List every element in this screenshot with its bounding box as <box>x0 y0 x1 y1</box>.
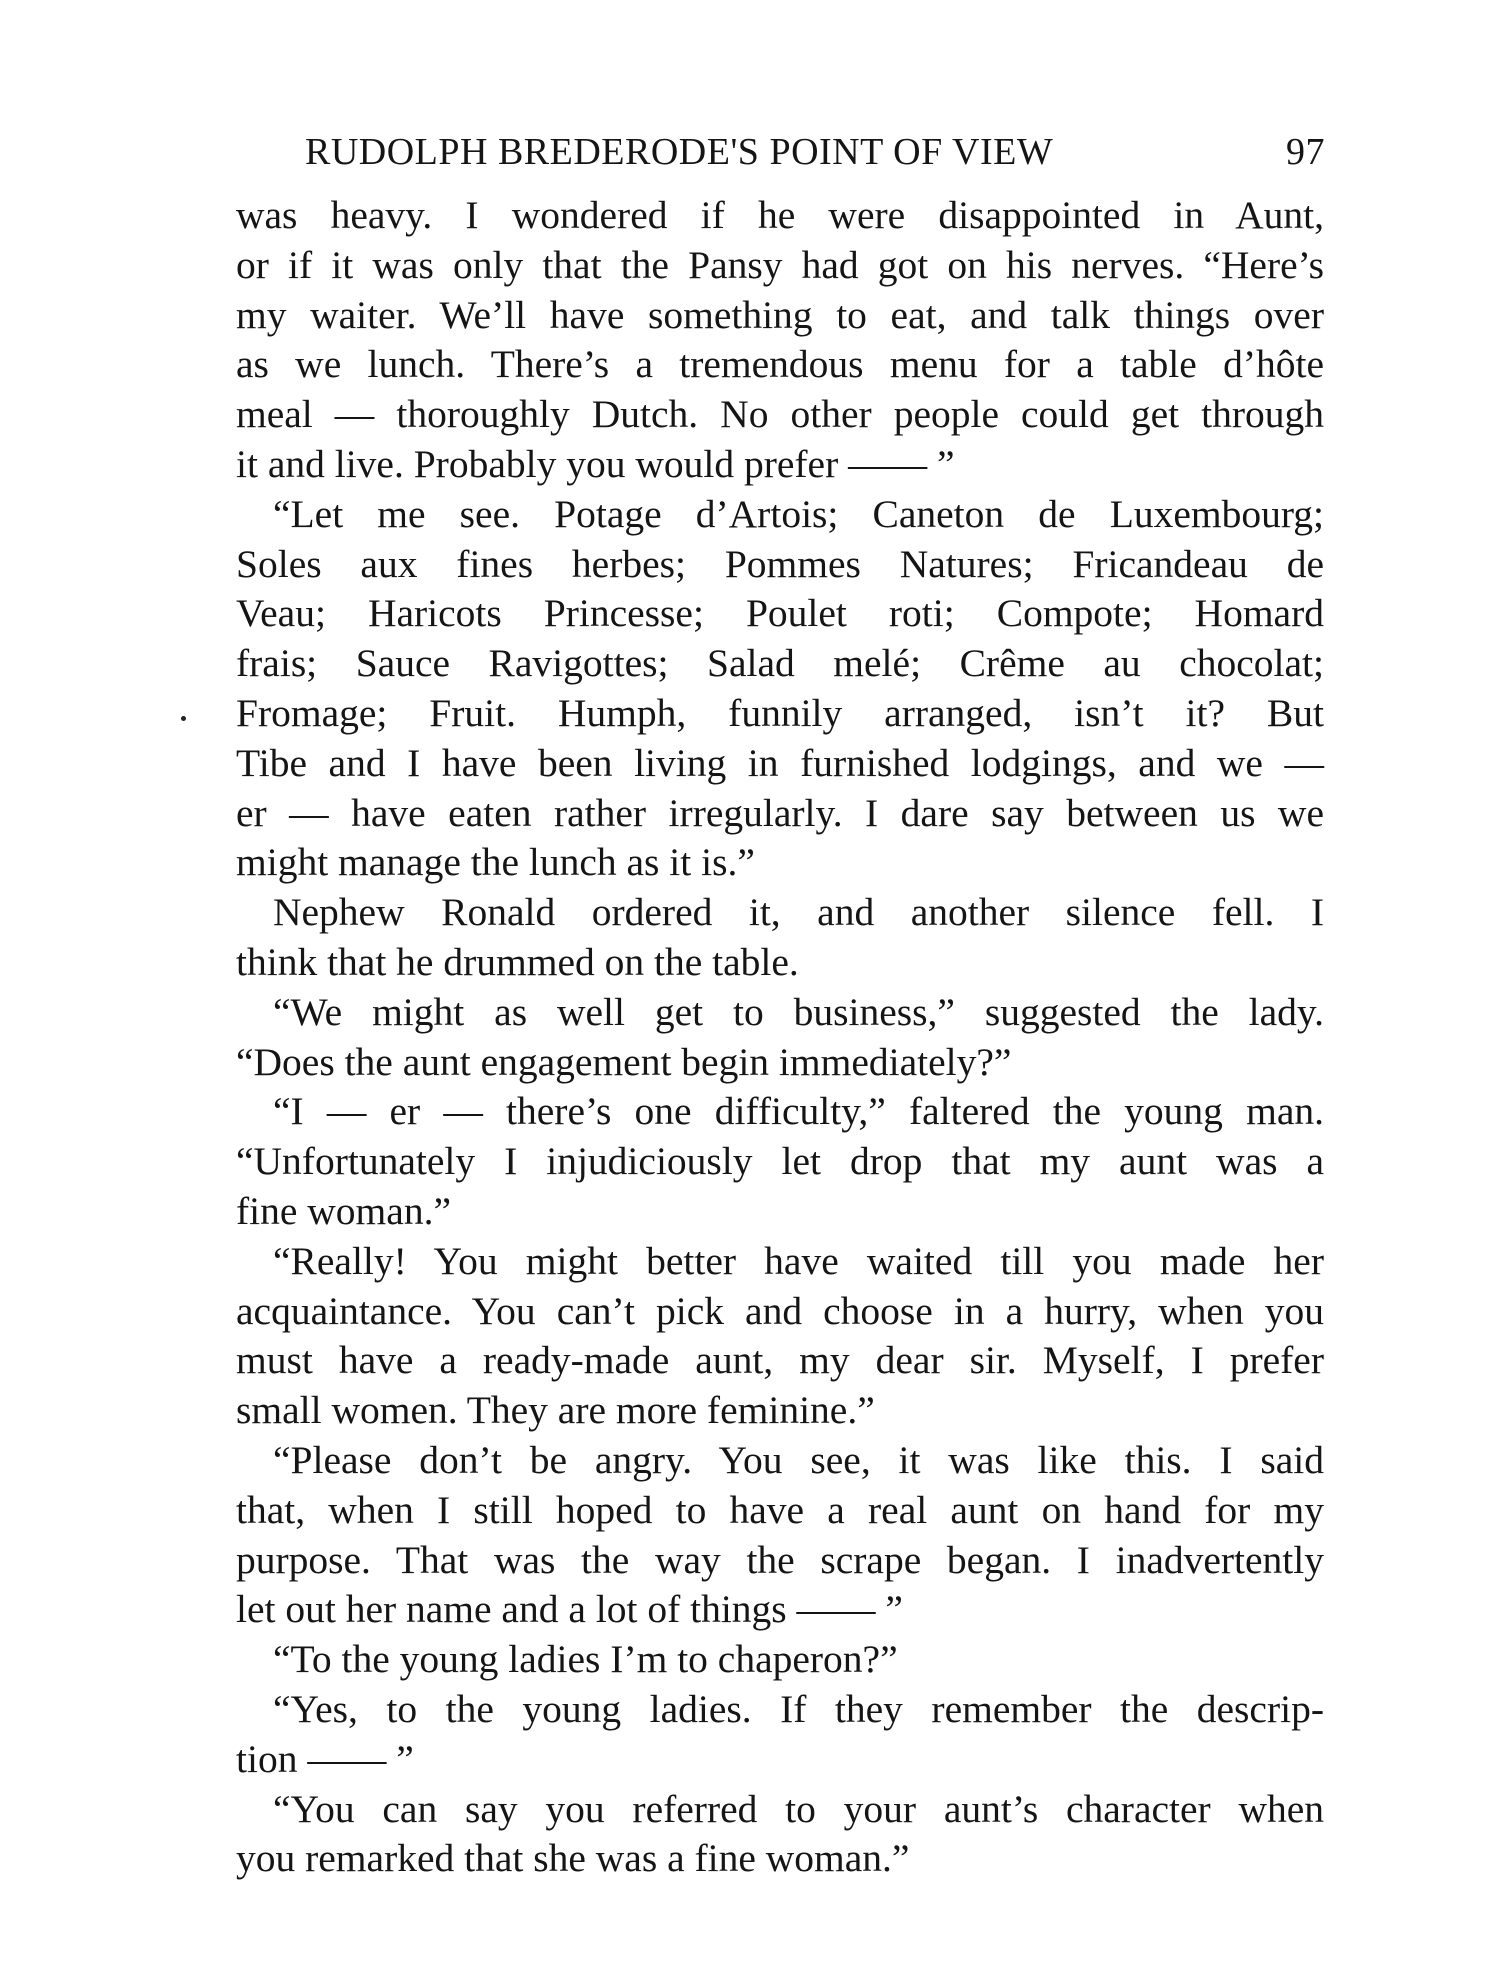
text-line: small women. They are more feminine.” <box>236 1388 875 1433</box>
text-line: purpose. That was the way the scrape began. I inadvertently <box>236 1537 1324 1582</box>
text-line: you remarked that she was a fine woman.” <box>236 1836 910 1881</box>
paragraph <box>236 490 1324 888</box>
page-number: 97 <box>1286 131 1325 173</box>
text-line: tion —— ” <box>236 1736 414 1781</box>
text-line: or if it was only that the Pansy had got on his nerves. “Here’s <box>236 242 1324 287</box>
text-line: Veau; Haricots Princesse; Poulet roti; Compote; Homard <box>236 591 1324 636</box>
paragraph <box>236 988 1324 1088</box>
text-line: “Does the aunt engagement begin immediately?” <box>236 1039 1012 1084</box>
text-line: that, when I still hoped to have a real aunt on hand for my <box>236 1487 1324 1532</box>
text-line: as we lunch. There’s a tremendous menu for a table d’hôte <box>236 342 1324 387</box>
paragraph <box>236 191 1324 490</box>
paragraph <box>236 1436 1324 1635</box>
text-line: Tibe and I have been living in furnished lodgings, and we — <box>236 740 1324 785</box>
running-head-title: RUDOLPH BREDERODE'S POINT OF VIEW <box>305 131 1054 173</box>
text-line: it and live. Probably you would prefer —— ” <box>236 441 955 486</box>
stray-ink-dot <box>181 716 186 721</box>
paragraph <box>236 888 1324 988</box>
text-line: Fromage; Fruit. Humph, funnily arranged, isn’t it? But <box>236 690 1324 735</box>
text-line: meal — thoroughly Dutch. No other people could get through <box>236 392 1324 437</box>
text-line: my waiter. We’ll have something to eat, and talk things over <box>236 292 1324 337</box>
text-line: “To the young ladies I’m to chaperon?” <box>273 1637 898 1682</box>
text-line: let out her name and a lot of things —— ” <box>236 1587 903 1632</box>
text-line: “We might as well get to business,” suggested the lady. <box>273 989 1324 1034</box>
text-line: think that he drummed on the table. <box>236 939 799 984</box>
paragraph <box>236 1685 1324 1785</box>
text-line: might manage the lunch as it is.” <box>236 840 755 885</box>
text-line: er — have eaten rather irregularly. I dare say between us we <box>236 790 1324 835</box>
running-head <box>305 130 1325 186</box>
text-line: “Really! You might better have waited till you made her <box>273 1238 1324 1283</box>
text-line: “Unfortunately I injudiciously let drop that my aunt was a <box>236 1139 1324 1184</box>
text-line: “I — er — there’s one difficulty,” faltered the young man. <box>273 1089 1324 1134</box>
paragraph <box>236 1635 1324 1685</box>
text-line: “You can say you referred to your aunt’s character when <box>273 1786 1324 1831</box>
text-line: Nephew Ronald ordered it, and another silence fell. I <box>273 890 1324 935</box>
text-line: must have a ready-made aunt, my dear sir. Myself, I prefer <box>236 1338 1324 1383</box>
text-line: Soles aux fines herbes; Pommes Natures; Fricandeau de <box>236 541 1324 586</box>
text-line: “Yes, to the young ladies. If they remember the descrip- <box>273 1686 1324 1731</box>
text-line: acquaintance. You can’t pick and choose in a hurry, when you <box>236 1288 1324 1333</box>
paragraph <box>236 1785 1324 1885</box>
body-text <box>236 191 1324 1884</box>
text-line: fine woman.” <box>236 1188 451 1233</box>
text-line: “Let me see. Potage d’Artois; Caneton de Luxembourg; <box>273 491 1324 536</box>
text-line: was heavy. I wondered if he were disappointed in Aunt, <box>236 193 1324 237</box>
text-line: frais; Sauce Ravigottes; Salad melé; Crême au chocolat; <box>236 641 1324 686</box>
paragraph <box>236 1087 1324 1236</box>
paragraph <box>236 1237 1324 1436</box>
text-line: “Please don’t be angry. You see, it was like this. I said <box>273 1437 1324 1482</box>
